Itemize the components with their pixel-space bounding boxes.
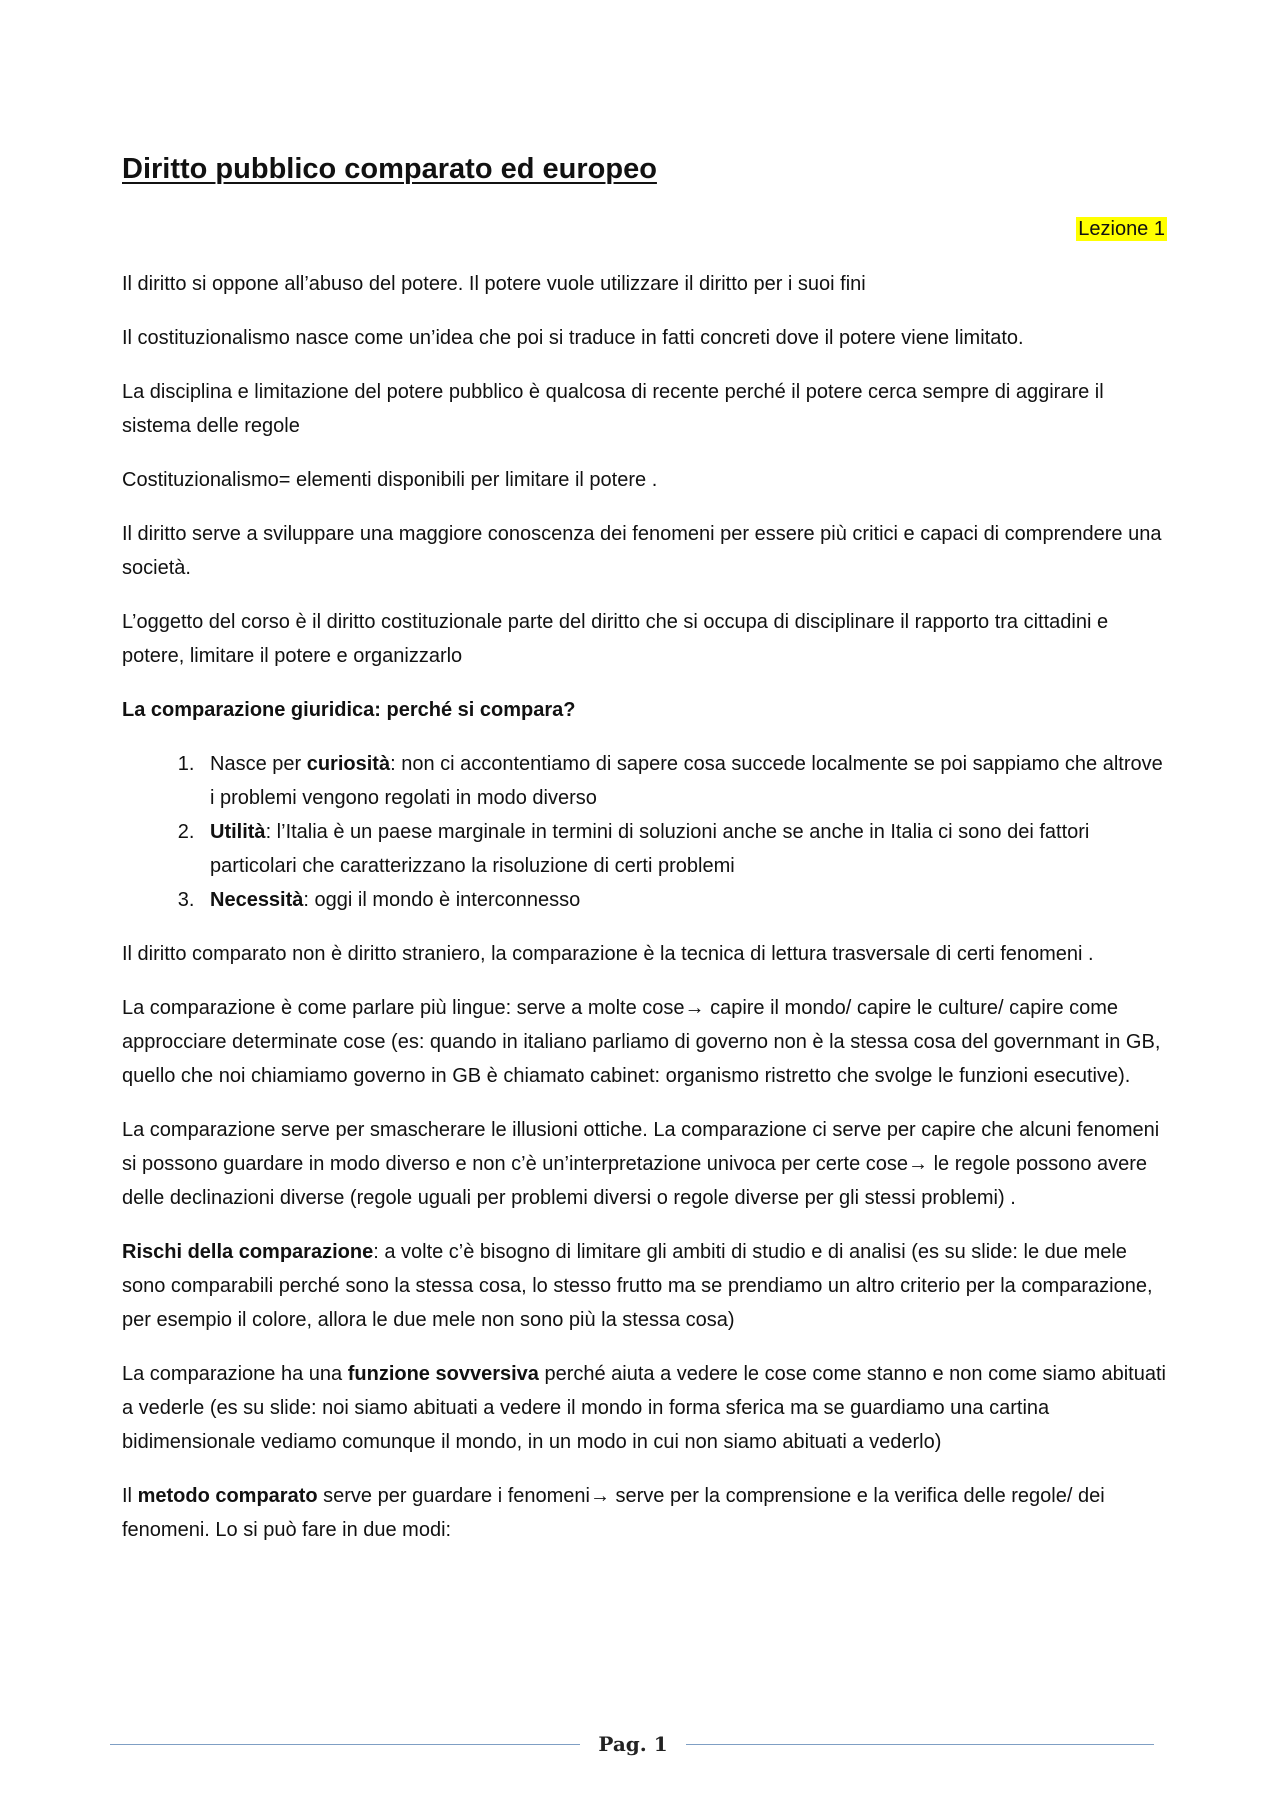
sovversiva-before: La comparazione ha una [122,1362,348,1385]
paragraph-costituzionalismo: Il costituzionalismo nasce come un’idea che poi si traduce in fatti concreti dove il potere viene limitato. [122,326,1024,349]
footer-rule-right [686,1744,1154,1745]
reason-term: Utilità [210,820,266,843]
page-footer [110,1730,1154,1760]
reason-term: Necessità [210,888,304,911]
sovversiva-after: perché aiuta a vedere le cose come stanno e non come siamo abituati a vederle (es su slide: noi siamo abituati a vedere il mondo in forma sferica ma se guardiamo una cartina bidimensionale vediamo comunque il mondo, in un modo in cui non siamo abituati a vederlo) [122,1362,1166,1453]
reason-lead: Nasce per [210,752,307,775]
paragraph-disciplina: La disciplina e limitazione del potere pubblico è qualcosa di recente perché il potere cerca sempre di aggirare il sistema delle regole [122,380,1104,437]
reason-text: : l’Italia è un paese marginale in termini di soluzioni anche se anche in Italia ci sono dei fattori particolari che caratterizzano la risoluzione di certi problemi [210,820,1090,877]
footer-rule-left [110,1744,580,1745]
paragraph-metodo [122,1479,1167,1547]
lesson-tag: Lezione 1 [1078,217,1165,240]
reason-text: : non ci accontentiamo di sapere cosa succede localmente se poi sappiamo che altrove i problemi vengono regolati in modo diverso [210,752,1163,809]
paragraph-abuso: Il diritto si oppone all’abuso del potere. Il potere vuole utilizzare il diritto per i suoi fini [122,272,866,295]
lesson-row [122,217,1167,241]
reason-text: : oggi il mondo è interconnesso [303,888,581,911]
paragraph-sovversiva [122,1357,1167,1459]
list-item [200,883,1167,917]
rischi-text: : a volte c’è bisogno di limitare gli ambiti di studio e di analisi (es su slide: le due mele sono comparabili perché sono la stessa cosa, lo stesso frutto ma se prendiamo un altro criterio per la comparazione, per esempio il colore, allora le due mele non sono più la stessa cosa) [122,1240,1153,1331]
paragraph-illusioni: La comparazione serve per smascherare le illusioni ottiche. La comparazione ci serve per capire che alcuni fenomeni si possono guardare in modo diverso e non c’è un’interpretazione univoca per certe cose→ le regole possono avere delle declinazioni diverse (regole uguali per problemi diversi o regole diverse per gli stessi problemi) . [122,1118,1160,1209]
list-item [200,747,1167,815]
document-title: Diritto pubblico comparato ed europeo [122,153,657,185]
reason-term: curiosità [306,752,391,775]
metodo-term: metodo comparato [137,1484,318,1507]
paragraph-conoscenza: Il diritto serve a sviluppare una maggiore conoscenza dei fenomeni per essere più critici e capaci di comprendere una società. [122,522,1162,579]
paragraph-diritto-comparato: Il diritto comparato non è diritto straniero, la comparazione è la tecnica di lettura trasversale di certi fenomeni . [122,942,1094,965]
page-number: Pag. 1 [598,1732,668,1756]
metodo-after: serve per guardare i fenomeni→ serve per la comprensione e la verifica delle regole/ dei fenomeni. Lo si può fare in due modi: [122,1484,1105,1541]
paragraph-lingue: La comparazione è come parlare più lingue: serve a molte cose→ capire il mondo/ capire le culture/ capire come approcciare determinate cose (es: quando in italiano parliamo di governo non è la stessa cosa del governmant in GB, quello che noi chiamiamo governo in GB è chiamato cabinet: organismo ristretto che svolge le funzioni esecutive). [122,996,1161,1087]
paragraph-rischi [122,1235,1167,1337]
paragraph-definizione: Costituzionalismo= elementi disponibili per limitare il potere . [122,468,658,491]
metodo-before: Il [122,1484,138,1507]
list-item [200,815,1167,883]
rischi-term: Rischi della comparazione [122,1240,374,1263]
section-heading: La comparazione giuridica: perché si compara? [122,698,576,721]
reasons-list [122,747,1167,917]
paragraph-oggetto: L’oggetto del corso è il diritto costituzionale parte del diritto che si occupa di disciplinare il rapporto tra cittadini e potere, limitare il potere e organizzarlo [122,610,1109,667]
sovversiva-term: funzione sovversiva [347,1362,539,1385]
document-body [122,152,1167,1567]
